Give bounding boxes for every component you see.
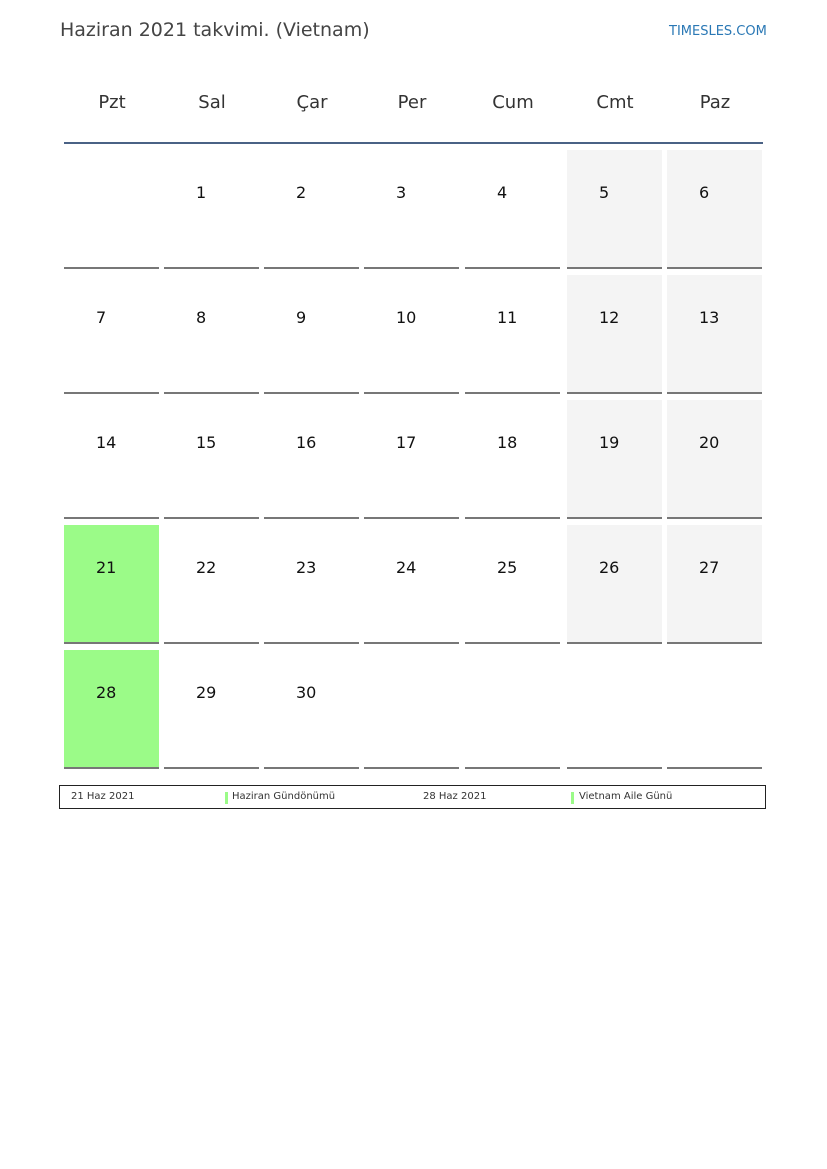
day-cell [465, 400, 560, 519]
day-number: 7 [96, 308, 107, 327]
day-number: 13 [699, 308, 720, 327]
empty-day-cell [64, 150, 159, 269]
day-number: 15 [196, 433, 217, 452]
day-number: 20 [699, 433, 720, 452]
weekday-label: Cmt [596, 92, 634, 113]
day-number: 9 [296, 308, 307, 327]
day-cell [264, 525, 359, 644]
day-cell [264, 275, 359, 394]
day-cell [264, 150, 359, 269]
day-cell [667, 400, 762, 519]
day-cell [567, 400, 662, 519]
legend-color-marker [571, 792, 574, 804]
day-number: 29 [196, 683, 217, 702]
weekday-header [64, 80, 763, 128]
day-number: 22 [196, 558, 217, 577]
day-number: 11 [497, 308, 518, 327]
day-number: 4 [497, 183, 508, 202]
weekday-label: Per [397, 92, 427, 113]
day-cell [264, 400, 359, 519]
day-number: 2 [296, 183, 307, 202]
day-number: 24 [396, 558, 417, 577]
header-divider [64, 142, 763, 144]
legend-holiday-name: Haziran Gündönümü [232, 791, 336, 802]
day-cell [64, 400, 159, 519]
weekday-label: Çar [296, 92, 328, 113]
day-cell [667, 525, 762, 644]
day-number: 23 [296, 558, 317, 577]
day-cell [667, 275, 762, 394]
day-cell [465, 150, 560, 269]
day-number: 3 [396, 183, 407, 202]
legend-date: 28 Haz 2021 [423, 791, 487, 802]
empty-day-cell [364, 650, 459, 769]
day-number: 1 [196, 183, 207, 202]
day-cell [64, 275, 159, 394]
calendar-grid [64, 150, 763, 770]
day-number: 27 [699, 558, 720, 577]
weekday-label: Cum [492, 92, 534, 113]
day-cell [465, 275, 560, 394]
site-link[interactable]: TIMESLES.COM [669, 24, 767, 39]
day-number: 14 [96, 433, 117, 452]
day-number: 16 [296, 433, 317, 452]
day-cell [64, 525, 159, 644]
day-number: 6 [699, 183, 710, 202]
day-number: 26 [599, 558, 620, 577]
day-cell [164, 525, 259, 644]
day-number: 12 [599, 308, 620, 327]
empty-day-cell [465, 650, 560, 769]
day-number: 5 [599, 183, 610, 202]
day-number: 19 [599, 433, 620, 452]
day-number: 28 [96, 683, 117, 702]
day-number: 18 [497, 433, 518, 452]
day-number: 8 [196, 308, 207, 327]
weekday-label: Sal [198, 92, 226, 113]
day-cell [567, 525, 662, 644]
day-cell [164, 400, 259, 519]
day-cell [64, 650, 159, 769]
day-cell [465, 525, 560, 644]
day-cell [364, 400, 459, 519]
legend-holiday-name: Vietnam Aile Günü [579, 791, 673, 802]
day-cell [264, 650, 359, 769]
day-cell [164, 275, 259, 394]
day-cell [364, 525, 459, 644]
day-number: 17 [396, 433, 417, 452]
day-cell [567, 275, 662, 394]
holiday-legend [59, 785, 766, 809]
legend-color-marker [225, 792, 228, 804]
day-cell [364, 275, 459, 394]
day-cell [364, 150, 459, 269]
empty-day-cell [567, 650, 662, 769]
day-cell [164, 150, 259, 269]
weekday-label: Pzt [98, 92, 126, 113]
day-cell [164, 650, 259, 769]
day-number: 30 [296, 683, 317, 702]
day-number: 25 [497, 558, 518, 577]
empty-day-cell [667, 650, 762, 769]
day-number: 10 [396, 308, 417, 327]
day-number: 21 [96, 558, 117, 577]
day-cell [667, 150, 762, 269]
calendar-title: Haziran 2021 takvimi. (Vietnam) [60, 19, 370, 41]
day-cell [567, 150, 662, 269]
legend-date: 21 Haz 2021 [71, 791, 135, 802]
weekday-label: Paz [699, 92, 731, 113]
